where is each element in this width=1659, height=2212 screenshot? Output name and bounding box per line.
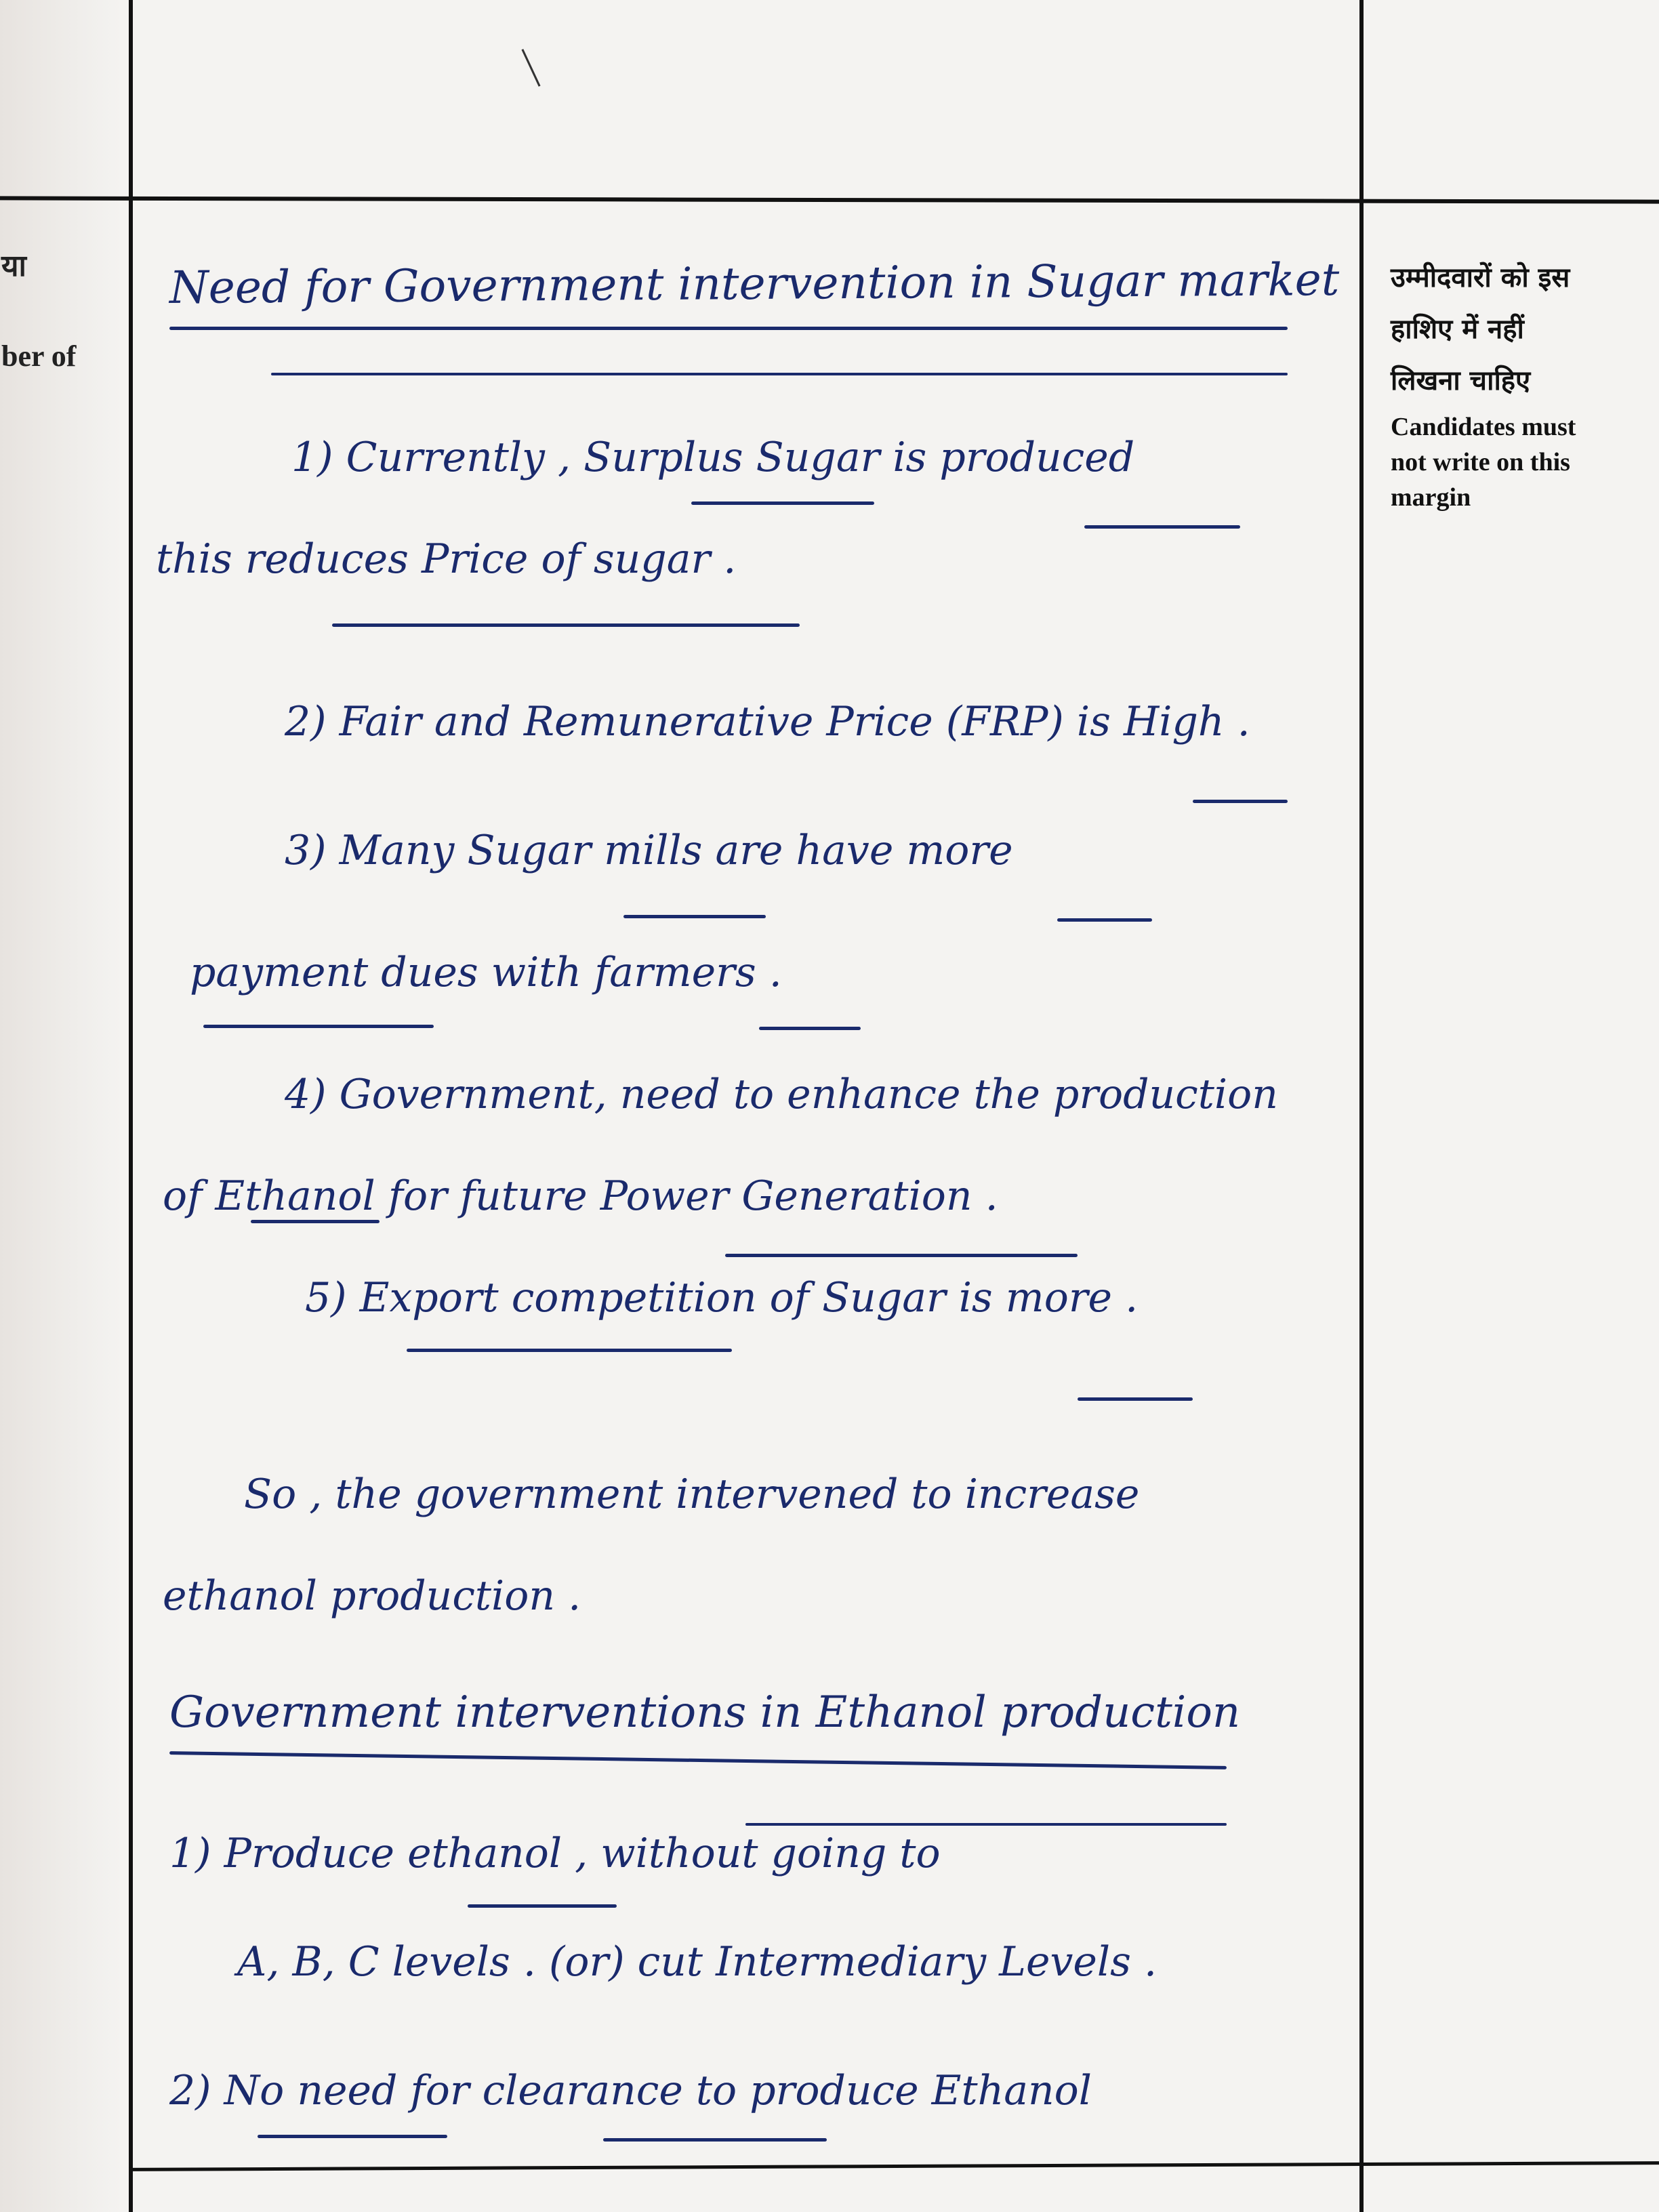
heading2-underline-1 (169, 1751, 1227, 1769)
heading-ethanol-interventions: Government interventions in Ethanol production (169, 1687, 1241, 1738)
point2-underline-clearance (603, 2138, 827, 2142)
conclusion-line2: ethanol production . (163, 1572, 581, 1620)
para1-underline-produced (1084, 525, 1240, 529)
margin-hindi-line-3: लिखना चाहिए (1391, 365, 1531, 396)
conclusion-line1: So , the government intervened to increase (244, 1471, 1140, 1518)
para2-underline-high (1193, 800, 1288, 803)
para3-underline-more (1057, 918, 1152, 922)
para4-underline-power (725, 1254, 1078, 1257)
para3-underline-payment (203, 1025, 434, 1028)
para4-underline-ethanol (251, 1220, 380, 1223)
header-bottom-rule (0, 196, 1659, 203)
para4-line2: of Ethanol for future Power Generation . (163, 1172, 998, 1220)
para4-line1: 4) Government, need to enhance the production (285, 1071, 1278, 1118)
pen-mark (521, 49, 540, 87)
margin-english-line-3: margin (1391, 483, 1471, 512)
footer-top-rule (129, 2161, 1659, 2171)
para5: 5) Export competition of Sugar is more . (305, 1274, 1139, 1322)
para3-underline-mills (623, 915, 766, 918)
para1-underline-surplus (691, 501, 874, 505)
heading-underline-2 (271, 373, 1288, 375)
margin-instruction (1391, 252, 1641, 515)
point2-underline-no-need (258, 2135, 447, 2138)
point1-line2: A, B, C levels . (or) cut Intermediary Levels . (237, 1938, 1158, 1986)
left-margin-line (129, 0, 133, 2212)
point1-underline-ethanol (468, 1904, 617, 1908)
para5-underline-export (407, 1349, 732, 1352)
margin-english-line-1: Candidates must (1391, 413, 1576, 441)
previous-page-edge (0, 0, 122, 2212)
para2: 2) Fair and Remunerative Price (FRP) is High . (285, 698, 1250, 745)
point2-line1: 2) No need for clearance to produce Ethanol (169, 2067, 1092, 2114)
para1-underline-reduces (332, 623, 800, 627)
heading-underline-1 (169, 327, 1288, 330)
heading2-underline-2 (745, 1823, 1227, 1826)
point1-line1: 1) Produce ethanol , without going to (169, 1830, 941, 1877)
para1-line2: this reduces Price of sugar . (156, 535, 737, 583)
para3-underline-farmers (759, 1027, 861, 1030)
margin-hindi-line-2: हाशिए में नहीं (1391, 314, 1524, 345)
para3-line1: 3) Many Sugar mills are have more (285, 827, 1013, 874)
para3-line2: payment dues with farmers . (190, 949, 782, 996)
heading-sugar-intervention: Need for Government intervention in Sugar market (169, 253, 1340, 314)
margin-hindi-line-1: उम्मीदवारों को इस (1391, 262, 1570, 293)
para5-underline-more (1078, 1397, 1193, 1401)
left-fragment-1: या (1, 249, 26, 283)
right-margin-line (1359, 0, 1364, 2212)
left-fragment-2: ber of (1, 340, 77, 373)
para1-line1: 1) Currently , Surplus Sugar is produced (291, 434, 1135, 481)
margin-english-line-2: not write on this (1391, 448, 1570, 476)
